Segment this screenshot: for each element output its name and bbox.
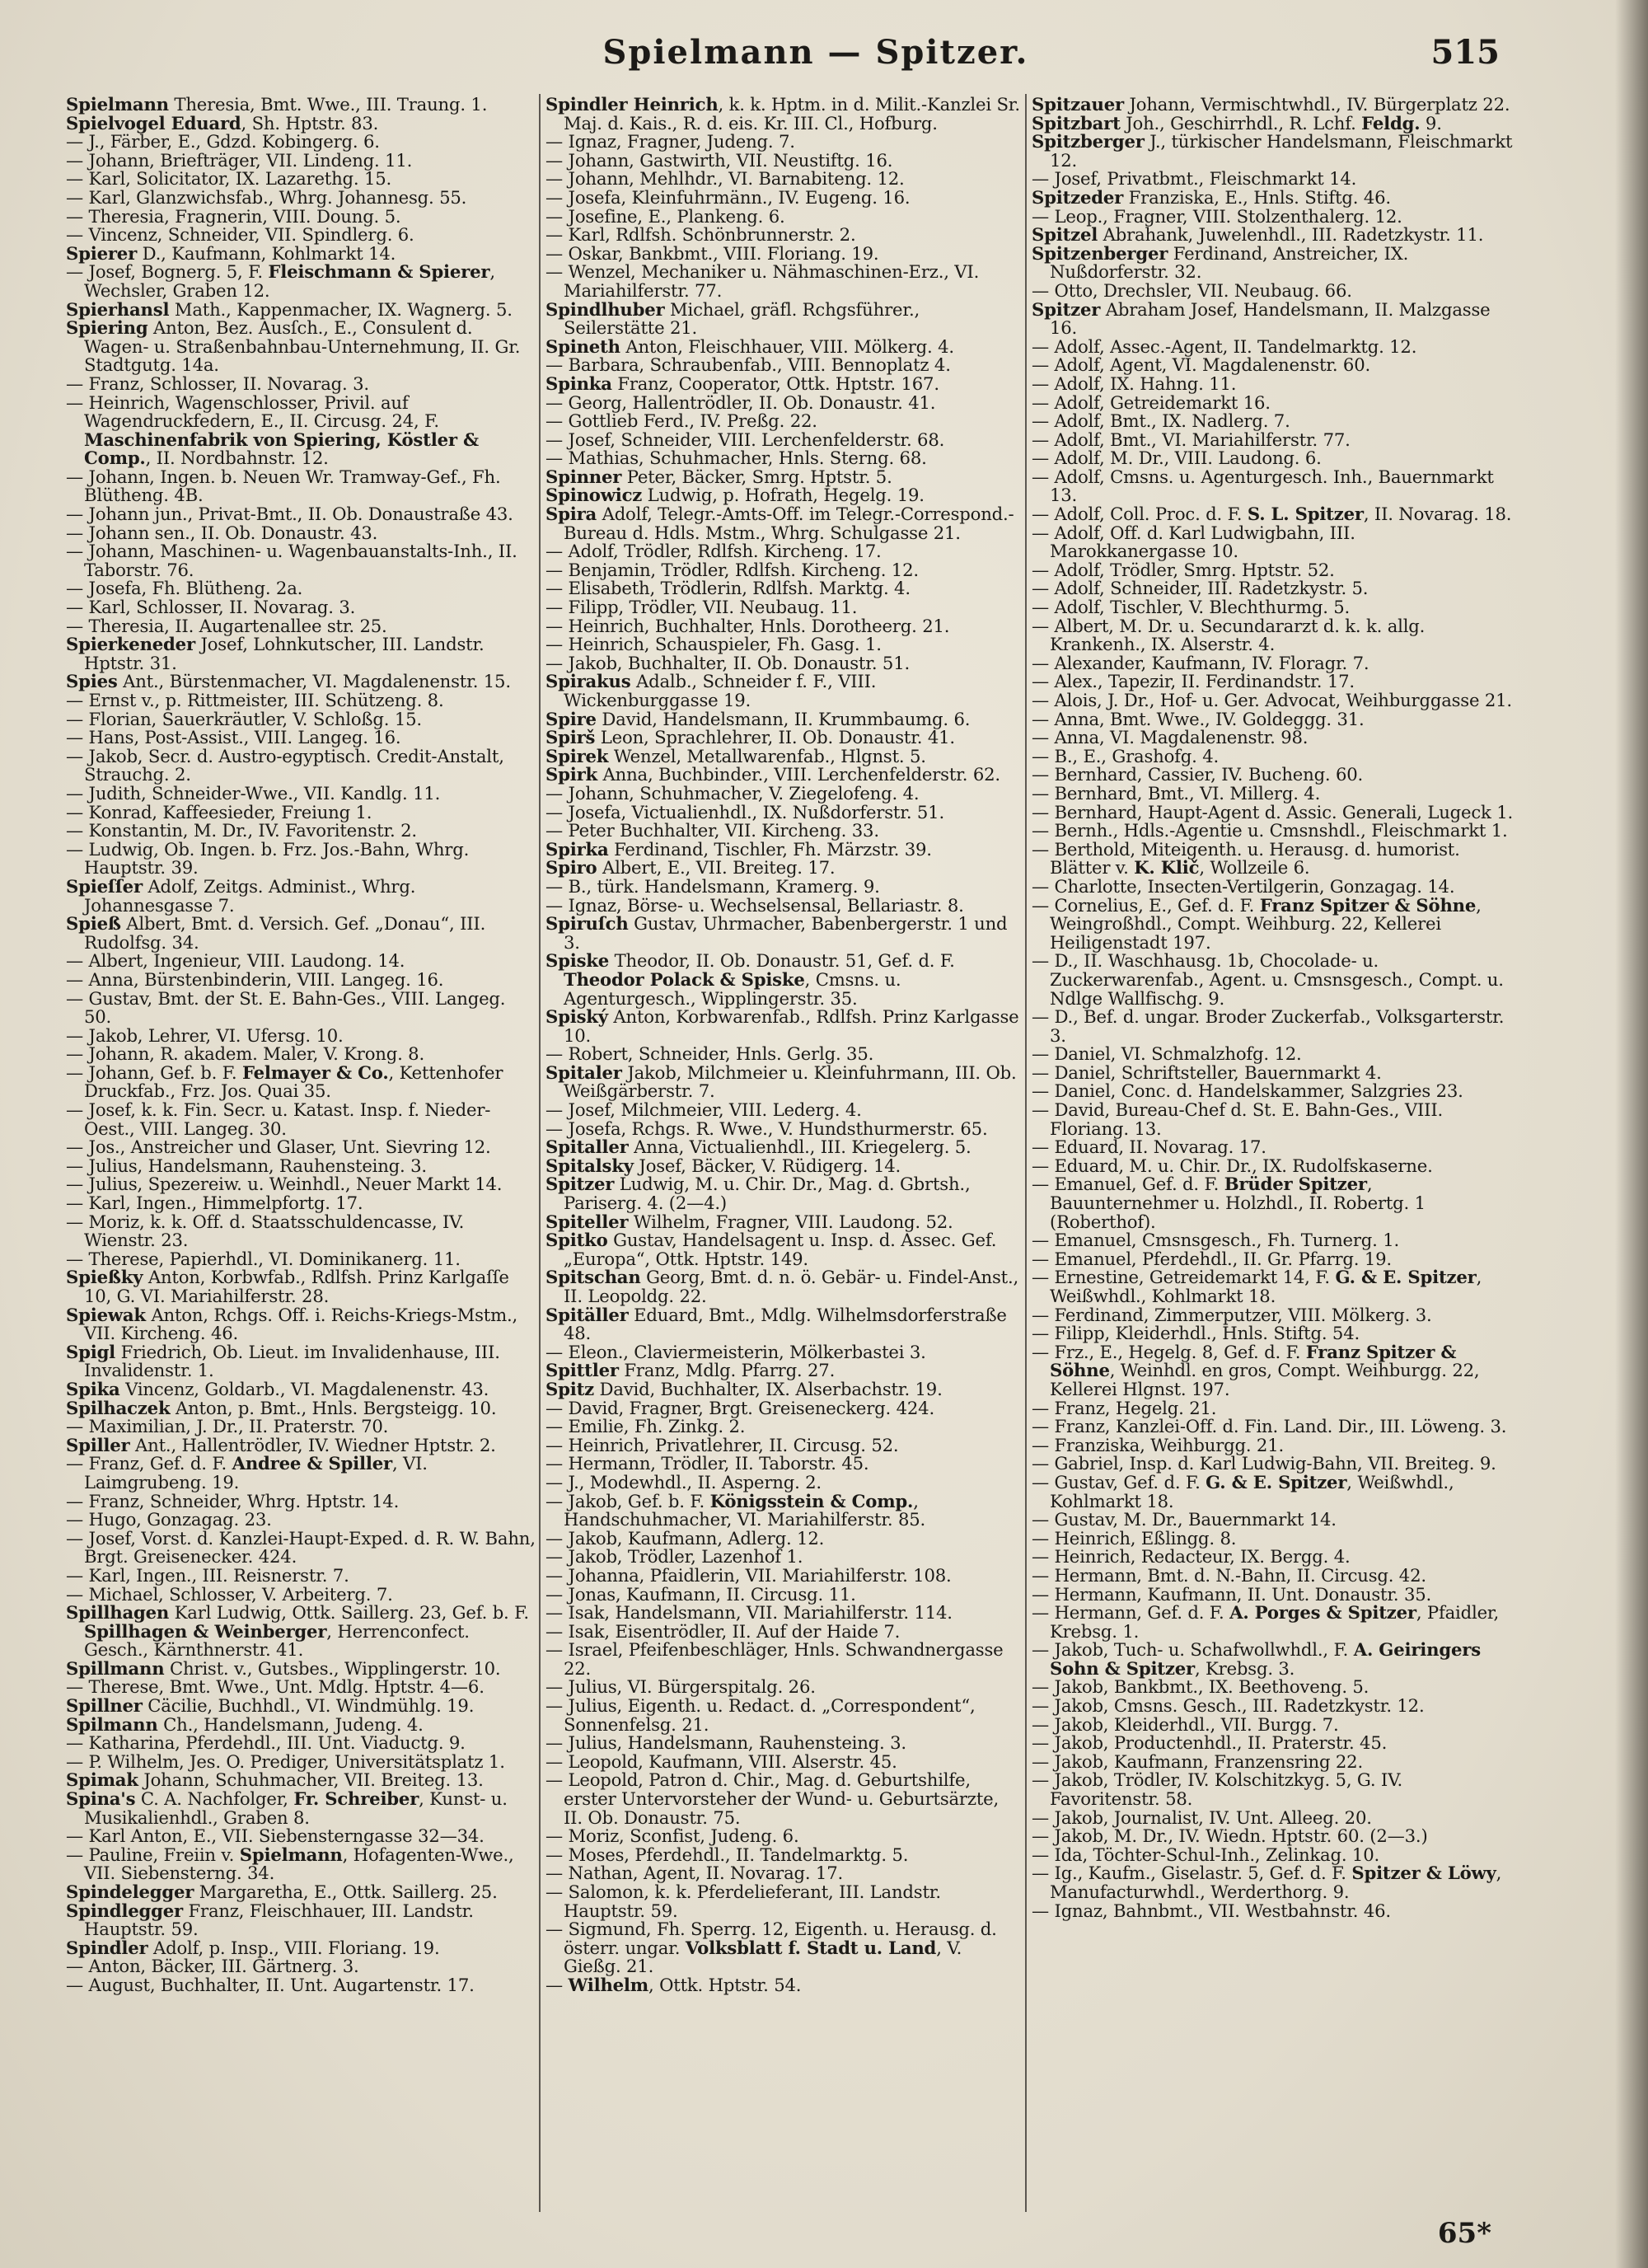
directory-entry: — David, Bureau-Chef d. St. E. Bahn-Ges., VIII. Floriang. 13. bbox=[1032, 1099, 1444, 1139]
directory-entry: — Franz, Hegelg. 21. bbox=[1032, 1397, 1217, 1418]
directory-entry: Spindler Heinrich, k. k. Hptm. in d. Milit.-Kanzlei Sr. Maj. d. Kais., R. d. eis. Kr. III. Cl., Hofburg. bbox=[545, 96, 1020, 134]
directory-entry: — D., II. Waschhausg. 1b, Chocolade- u. Zuckerwarenfab., Agent. u. Cmsnsgesch., Compt. u. Ndlge Wallfischg. 9. bbox=[1032, 950, 1504, 1009]
directory-entry: — Karl, Glanzwichsfab., Whrg. Johannesg. 55. bbox=[66, 186, 467, 208]
directory-entry: — Josefine, E., Plankeng. 6. bbox=[545, 205, 785, 227]
directory-entry: — Eduard, M. u. Chir. Dr., IX. Rudolfskaserne. bbox=[1032, 1155, 1433, 1176]
directory-entry: — Julius, VI. Bürgerspitalg. 26. bbox=[545, 1676, 816, 1698]
directory-entry: Spindler Adolf, p. Insp., VIII. Floriang. 19. bbox=[66, 1937, 440, 1958]
directory-entry: — Ernestine, Getreidemarkt 14, F. G. & E. Spitzer, Weißwhdl., Kohlmarkt 18. bbox=[1032, 1267, 1482, 1306]
signature-mark: 65* bbox=[1437, 2217, 1491, 2250]
directory-entry: — Bernhard, Haupt-Agent d. Assic. Generali, Lugeck 1. bbox=[1032, 801, 1514, 822]
directory-entry: — Johann, Briefträger, VII. Lindeng. 11. bbox=[66, 149, 413, 171]
directory-entry: — Berthold, Miteigenth. u. Herausg. d. humorist. Blätter v. K. Klič, Wollzeile 6. bbox=[1032, 838, 1460, 879]
directory-entry: — Jakob, Buchhalter, II. Ob. Donaustr. 51. bbox=[545, 652, 911, 673]
directory-entry: Spitzer Abraham Josef, Handelsmann, II. Malzgasse 16. bbox=[1032, 298, 1491, 339]
directory-entry: Spinka Franz, Cooperator, Ottk. Hptstr. 167. bbox=[545, 373, 939, 394]
directory-entry: — Katharina, Pferdehdl., III. Unt. Viaductg. 9. bbox=[66, 1732, 466, 1754]
directory-entry: — Franziska, Weihburgg. 21. bbox=[1032, 1434, 1285, 1455]
directory-entry: — Karl, Rdlfsh. Schönbrunnerstr. 2. bbox=[545, 224, 856, 246]
directory-entry: — Michael, Schlosser, V. Arbeiterg. 7. bbox=[66, 1583, 393, 1605]
directory-entry: — Adolf, IX. Hahng. 11. bbox=[1032, 373, 1237, 394]
directory-entry: — Josefa, Victualienhdl., IX. Nußdorferstr. 51. bbox=[545, 801, 944, 822]
directory-entry: — Jakob, Secr. d. Austro-egyptisch. Credit-Anstalt, Strauchg. 2. bbox=[66, 745, 504, 785]
directory-entry: Spitz David, Buchhalter, IX. Alserbachstr. 19. bbox=[545, 1378, 943, 1399]
directory-entry: Spillhagen Karl Ludwig, Ottk. Saillerg. 23, Gef. b. F. Spillhagen & Weinberger, Herrenconfect. Gesch., Kärnthnerstr. 41. bbox=[66, 1602, 529, 1661]
directory-entry: — Daniel, Conc. d. Handelskammer, Salzgries 23. bbox=[1032, 1080, 1463, 1102]
directory-entry: — Adolf, Off. d. Karl Ludwigbahn, III. Marokkanergasse 10. bbox=[1032, 522, 1355, 562]
directory-entry: — Adolf, Agent, VI. Magdalenenstr. 60. bbox=[1032, 354, 1371, 376]
directory-entry: Spina's C. A. Nachfolger, Fr. Schreiber, Kunst- u. Musikalienhdl., Graben 8. bbox=[66, 1788, 508, 1828]
directory-entry: — B., türk. Handelsmann, Kramerg. 9. bbox=[545, 875, 880, 897]
directory-entry: Spitzer Ludwig, M. u. Chir. Dr., Mag. d. Gbrtsh., Pariserg. 4. (2—4.) bbox=[545, 1174, 971, 1214]
directory-entry: — Jakob, Trödler, IV. Kolschitzkyg. 5, G. IV. Favoritenstr. 58. bbox=[1032, 1769, 1403, 1810]
directory-column-1 bbox=[66, 96, 536, 2205]
directory-entry: — Therese, Bmt. Wwe., Unt. Mdlg. Hptstr. 4—6. bbox=[66, 1676, 485, 1698]
directory-entry: — Peter Buchhalter, VII. Kircheng. 33. bbox=[545, 820, 879, 841]
directory-entry: — Jonas, Kaufmann, II. Circusg. 11. bbox=[545, 1583, 856, 1605]
directory-entry: — Wilhelm, Ottk. Hptstr. 54. bbox=[545, 1974, 802, 1995]
directory-entry: Spira Adolf, Telegr.-Amts-Off. im Telegr.-Correspond.-Bureau d. Hdls. Mstm., Whrg. Schulgasse 21. bbox=[545, 504, 1014, 543]
directory-entry: — Julius, Handelsmann, Rauhensteing. 3. bbox=[66, 1155, 427, 1176]
directory-entry: — Barbara, Schraubenfab., VIII. Bennoplatz 4. bbox=[545, 354, 951, 376]
page-header bbox=[0, 33, 1648, 82]
directory-entry: — Bernh., Hdls.-Agentie u. Cmsnshdl., Fleischmarkt 1. bbox=[1032, 820, 1508, 841]
directory-entry: — Jakob, Journalist, IV. Unt. Alleeg. 20. bbox=[1032, 1806, 1372, 1828]
directory-entry: Spitalsky Josef, Bäcker, V. Rüdigerg. 14. bbox=[545, 1155, 901, 1176]
directory-entry: — Judith, Schneider-Wwe., VII. Kandlg. 11. bbox=[66, 782, 441, 804]
directory-entry: — Frz., E., Hegelg. 8, Gef. d. F. Franz Spitzer & Söhne, Weinhdl. en gros, Compt. Weihburgg. 22, Kellerei Hlgnst. 197. bbox=[1032, 1341, 1480, 1399]
directory-entry: Spierhansl Math., Kappenmacher, IX. Wagnerg. 5. bbox=[66, 298, 513, 320]
directory-entry: — Jakob, Lehrer, VI. Ufersg. 10. bbox=[66, 1024, 344, 1046]
directory-entry: Spineth Anton, Fleischhauer, VIII. Mölkerg. 4. bbox=[545, 335, 954, 357]
directory-entry: — Heinrich, Eßlingg. 8. bbox=[1032, 1527, 1237, 1549]
directory-entry: — Hermann, Gef. d. F. A. Porges & Spitzer, Pfaidler, Krebsg. 1. bbox=[1032, 1602, 1500, 1642]
directory-entry: Spinowicz Ludwig, p. Hofrath, Hegelg. 19. bbox=[545, 485, 925, 506]
directory-entry: — Jakob, Tuch- u. Schafwollwhdl., F. A. Geiringers Sohn & Spitzer, Krebsg. 3. bbox=[1032, 1639, 1481, 1679]
directory-entry: — Anton, Bäcker, III. Gärtnerg. 3. bbox=[66, 1956, 359, 1977]
directory-entry: Spirakus Adalb., Schneider f. F., VIII. Wickenburggasse 19. bbox=[545, 671, 877, 710]
directory-entry: — Jakob, Cmsns. Gesch., III. Radetzkystr. 12. bbox=[1032, 1695, 1425, 1717]
directory-entry: — Therese, Papierhdl., VI. Dominikanerg. 11. bbox=[66, 1248, 461, 1269]
directory-entry: Spitzel Abrahank, Juwelenhdl., III. Radetzkystr. 11. bbox=[1032, 224, 1484, 246]
directory-entry: — Elisabeth, Trödlerin, Rdlfsh. Marktg. 4. bbox=[545, 578, 911, 599]
directory-entry: — Anna, VI. Magdalenenstr. 98. bbox=[1032, 727, 1309, 748]
directory-entry: Spirš Leon, Sprachlehrer, II. Ob. Donaustr. 41. bbox=[545, 727, 955, 748]
directory-entry: — Theresia, Fragnerin, VIII. Doung. 5. bbox=[66, 205, 401, 227]
directory-entry: Spieß Albert, Bmt. d. Versich. Gef. „Donau“, III. Rudolfsg. 34. bbox=[66, 913, 486, 953]
directory-entry: — Emanuel, Gef. d. F. Brüder Spitzer, Bauunternehmer u. Holzhdl., II. Robertg. 1 (Roberthof). bbox=[1032, 1174, 1426, 1232]
directory-entry: Spirek Wenzel, Metallwarenfab., Hlgnst. 5. bbox=[545, 745, 926, 766]
directory-entry: — Jakob, Kaufmann, Adlerg. 12. bbox=[545, 1527, 825, 1549]
directory-entry: — Hermann, Trödler, II. Taborstr. 45. bbox=[545, 1453, 869, 1474]
directory-entry: — Georg, Hallentrödler, II. Ob. Donaustr. 41. bbox=[545, 391, 936, 413]
directory-entry: Spiewak Anton, Rchgs. Off. i. Reichs-Kriegs-Mstm., VII. Kircheng. 46. bbox=[66, 1304, 518, 1344]
directory-entry: Spika Vincenz, Goldarb., VI. Magdalenenstr. 43. bbox=[66, 1378, 489, 1399]
directory-entry: — Anna, Bmt. Wwe., IV. Goldeggg. 31. bbox=[1032, 708, 1365, 729]
directory-entry: — Heinrich, Privatlehrer, II. Circusg. 52. bbox=[545, 1434, 899, 1455]
directory-entry: Spilmann Ch., Handelsmann, Judeng. 4. bbox=[66, 1713, 424, 1735]
directory-entry: Spitzbart Joh., Geschirrhdl., R. Lchf. Feldg. 9. bbox=[1032, 112, 1442, 134]
directory-entry: — Emanuel, Cmsnsgesch., Fh. Turnerg. 1. bbox=[1032, 1230, 1400, 1251]
directory-entry: — Robert, Schneider, Hnls. Gerlg. 35. bbox=[545, 1043, 874, 1065]
directory-entry: — Cornelius, E., Gef. d. F. Franz Spitzer & Söhne, Weingroßhdl., Compt. Weihburg. 22, Kellerei Heiligenstadt 197. bbox=[1032, 894, 1482, 953]
directory-entry: Spiský Anton, Korbwarenfab., Rdlfsh. Prinz Karlgasse 10. bbox=[545, 1006, 1019, 1046]
directory-entry: — Konstantin, M. Dr., IV. Favoritenstr. 2. bbox=[66, 820, 417, 841]
directory-entry: — Jakob, Gef. b. F. Königsstein & Comp., Handschuhmacher, VI. Mariahilferstr. 85. bbox=[545, 1490, 926, 1530]
directory-entry: — Adolf, M. Dr., VIII. Laudong. 6. bbox=[1032, 448, 1322, 469]
directory-entry: Spittler Franz, Mdlg. Pfarrg. 27. bbox=[545, 1360, 836, 1381]
directory-entry: — Karl, Ingen., Himmelpfortg. 17. bbox=[66, 1193, 363, 1214]
directory-entry: — Theresia, II. Augartenallee str. 25. bbox=[66, 615, 387, 636]
directory-entry: Spießky Anton, Korbwfab., Rdlfsh. Prinz Karlgaſſe 10, G. VI. Mariahilferstr. 28. bbox=[66, 1267, 509, 1306]
directory-entry: Spigl Friedrich, Ob. Lieut. im Invalidenhause, III. Invalidenstr. 1. bbox=[66, 1341, 500, 1381]
directory-entry: — Leop., Fragner, VIII. Stolzenthalerg. 12. bbox=[1032, 205, 1402, 227]
directory-entry: — Eleon., Claviermeisterin, Mölkerbastei 3. bbox=[545, 1341, 926, 1362]
directory-entry: — Johann, Gastwirth, VII. Neustiftg. 16. bbox=[545, 149, 893, 171]
directory-entry: Spillner Cäcilie, Buchhdl., VI. Windmühlg. 19. bbox=[66, 1695, 475, 1717]
directory-entry: — Ignaz, Fragner, Judeng. 7. bbox=[545, 131, 795, 152]
directory-entry: Spitschan Georg, Bmt. d. n. ö. Gebär- u. Findel-Anst., II. Leopoldg. 22. bbox=[545, 1267, 1019, 1306]
directory-entry: Spies Ant., Bürstenmacher, VI. Magdalenenstr. 15. bbox=[66, 671, 511, 692]
directory-entry: — Isak, Eisentrödler, II. Auf der Haide 7. bbox=[545, 1620, 901, 1642]
directory-entry: Spiller Ant., Hallentrödler, IV. Wiedner Hptstr. 2. bbox=[66, 1434, 496, 1455]
directory-entry: — Jakob, Kaufmann, Franzensring 22. bbox=[1032, 1750, 1363, 1772]
directory-entry: — D., Bef. d. ungar. Broder Zuckerfab., Volksgarterstr. 3. bbox=[1032, 1006, 1505, 1046]
directory-entry: — Adolf, Bmt., VI. Mariahilferstr. 77. bbox=[1032, 429, 1351, 450]
directory-entry: Spindlegger Franz, Fleischhauer, III. Landstr. Hauptstr. 59. bbox=[66, 1900, 474, 1940]
directory-entry: — Sigmund, Fh. Sperrg. 12, Eigenth. u. Herausg. d. österr. ungar. Volksblatt f. Stadt u. Land, V. Gießg. 21. bbox=[545, 1919, 997, 1977]
directory-entry: — Albert, Ingenieur, VIII. Laudong. 14. bbox=[66, 950, 405, 972]
directory-entry: — Adolf, Trödler, Rdlfsh. Kircheng. 17. bbox=[545, 541, 882, 562]
directory-entry: — Israel, Pfeifenbeschläger, Hnls. Schwandnergasse 22. bbox=[545, 1639, 1004, 1679]
directory-entry: — Heinrich, Buchhalter, Hnls. Dorotheerg. 21. bbox=[545, 615, 950, 636]
directory-entry: — Oskar, Bankbmt., VIII. Floriang. 19. bbox=[545, 242, 879, 264]
directory-entry: Spitzberger J., türkischer Handelsmann, Fleischmarkt 12. bbox=[1032, 131, 1513, 171]
directory-entry: — Konrad, Kaffeesieder, Freiung 1. bbox=[66, 801, 372, 822]
directory-entry: — Bernhard, Bmt., VI. Millerg. 4. bbox=[1032, 782, 1321, 804]
directory-entry: — Gabriel, Insp. d. Karl Ludwig-Bahn, VII. Breiteg. 9. bbox=[1032, 1453, 1496, 1474]
directory-entry: — David, Fragner, Brgt. Greiseneckerg. 424. bbox=[545, 1397, 934, 1418]
directory-column-3 bbox=[1032, 96, 1516, 2205]
page-title: Spielmann — Spitzer. bbox=[602, 33, 1029, 72]
directory-entry: — Emanuel, Pferdehdl., II. Gr. Pfarrg. 19. bbox=[1032, 1248, 1392, 1269]
directory-entry: — Johann, R. akadem. Maler, V. Krong. 8. bbox=[66, 1043, 424, 1065]
directory-entry: Spindelegger Margaretha, E., Ottk. Saillerg. 25. bbox=[66, 1881, 498, 1902]
directory-entry: — Franz, Kanzlei-Off. d. Fin. Land. Dir., III. Löweng. 3. bbox=[1032, 1416, 1507, 1437]
column-divider bbox=[1025, 94, 1027, 2212]
directory-entry: Spierkeneder Josef, Lohnkutscher, III. Landstr. Hptstr. 31. bbox=[66, 634, 485, 673]
directory-entry: Spiteller Wilhelm, Fragner, VIII. Laudong. 52. bbox=[545, 1211, 953, 1232]
directory-entry: Spire David, Handelsmann, II. Krummbaumg. 6. bbox=[545, 708, 971, 729]
directory-entry: — Hugo, Gonzagag. 23. bbox=[66, 1509, 272, 1530]
directory-entry: — Josef, k. k. Fin. Secr. u. Katast. Insp. f. Nieder-Oest., VIII. Langeg. 30. bbox=[66, 1099, 491, 1139]
directory-entry: — Bernhard, Cassier, IV. Bucheng. 60. bbox=[1032, 764, 1364, 785]
directory-entry: — Karl, Schlosser, II. Novarag. 3. bbox=[66, 597, 356, 618]
directory-entry: Spieſſer Adolf, Zeitgs. Administ., Whrg. Johannesgasse 7. bbox=[66, 875, 416, 916]
directory-entry: — Gustav, Gef. d. F. G. & E. Spitzer, Weißwhdl., Kohlmarkt 18. bbox=[1032, 1471, 1454, 1511]
directory-entry: — Josef, Privatbmt., Fleischmarkt 14. bbox=[1032, 168, 1357, 190]
directory-entry: — J., Modewhdl., II. Asperng. 2. bbox=[545, 1471, 822, 1492]
directory-entry: — Wenzel, Mechaniker u. Nähmaschinen-Erz., VI. Mariahilferstr. 77. bbox=[545, 261, 980, 301]
directory-entry: — Johann, Maschinen- u. Wagenbauanstalts-Inh., II. Taborstr. 76. bbox=[66, 541, 517, 580]
directory-entry: Spiro Albert, E., VII. Breiteg. 17. bbox=[545, 857, 836, 879]
directory-entry: — Johann sen., II. Ob. Donaustr. 43. bbox=[66, 522, 378, 543]
directory-entry: — Filipp, Kleiderhdl., Hnls. Stiftg. 54. bbox=[1032, 1323, 1360, 1344]
directory-entry: — Leopold, Kaufmann, VIII. Alserstr. 45. bbox=[545, 1750, 897, 1772]
directory-entry: Spitzeder Franziska, E., Hnls. Stiftg. 46. bbox=[1032, 186, 1391, 208]
directory-entry: — Ferdinand, Zimmerputzer, VIII. Mölkerg. 3. bbox=[1032, 1304, 1432, 1325]
directory-entry: — Adolf, Cmsns. u. Agenturgesch. Inh., Bauernmarkt 13. bbox=[1032, 466, 1494, 506]
directory-entry: — Franz, Gef. d. F. Andree & Spiller, VI. Laimgrubeng. 19. bbox=[66, 1453, 428, 1492]
directory-entry: — Benjamin, Trödler, Rdlfsh. Kircheng. 12. bbox=[545, 559, 919, 580]
directory-entry: Spiruſch Gustav, Uhrmacher, Babenbergerstr. 1 und 3. bbox=[545, 913, 1008, 953]
directory-entry: — Gottlieb Ferd., IV. Preßg. 22. bbox=[545, 410, 817, 432]
directory-entry: — Josefa, Fh. Blütheng. 2a. bbox=[66, 578, 303, 599]
directory-entry: — Heinrich, Schauspieler, Fh. Gasg. 1. bbox=[545, 634, 882, 655]
directory-entry: Spirka Ferdinand, Tischler, Fh. Märzstr. 39. bbox=[545, 838, 932, 860]
directory-entry: Spielvogel Eduard, Sh. Hptstr. 83. bbox=[66, 112, 379, 134]
directory-entry: — Jakob, Bankbmt., IX. Beethoveng. 5. bbox=[1032, 1676, 1369, 1698]
directory-entry: — Johann, Ingen. b. Neuen Wr. Tramway-Gef., Fh. Blütheng. 4B. bbox=[66, 466, 501, 506]
directory-entry: — Karl, Ingen., III. Reisnerstr. 7. bbox=[66, 1564, 349, 1586]
directory-entry: — Ida, Töchter-Schul-Inh., Zelinkag. 10. bbox=[1032, 1844, 1380, 1865]
directory-entry: — Alois, J. Dr., Hof- u. Ger. Advocat, Weihburggasse 21. bbox=[1032, 690, 1512, 710]
directory-entry: — Franz, Schneider, Whrg. Hptstr. 14. bbox=[66, 1490, 400, 1511]
directory-entry: — Charlotte, Insecten-Vertilgerin, Gonzagag. 14. bbox=[1032, 875, 1455, 897]
directory-entry: — Moses, Pferdehdl., II. Tandelmarktg. 5. bbox=[545, 1844, 909, 1865]
directory-entry: — Adolf, Coll. Proc. d. F. S. L. Spitzer, II. Novarag. 18. bbox=[1032, 504, 1512, 525]
directory-entry: — Filipp, Trödler, VII. Neubaug. 11. bbox=[545, 597, 858, 618]
directory-entry: Spindlhuber Michael, gräfl. Rchgsführer., Seilerstätte 21. bbox=[545, 298, 920, 339]
directory-entry: — Julius, Spezereiw. u. Weinhdl., Neuer Markt 14. bbox=[66, 1174, 503, 1195]
directory-entry: — Jakob, M. Dr., IV. Wiedn. Hptstr. 60. (2—3.) bbox=[1032, 1825, 1428, 1847]
directory-entry: — Julius, Handelsmann, Rauhensteing. 3. bbox=[545, 1732, 906, 1754]
directory-entry: — Adolf, Bmt., IX. Nadlerg. 7. bbox=[1032, 410, 1290, 432]
directory-entry: — Josefa, Kleinfuhrmänn., IV. Eugeng. 16. bbox=[545, 186, 911, 208]
directory-entry: Spitko Gustav, Handelsagent u. Insp. d. Assec. Gef. „Europa“, Ottk. Hptstr. 149. bbox=[545, 1230, 997, 1269]
directory-entry: — Hans, Post-Assist., VIII. Langeg. 16. bbox=[66, 727, 401, 748]
directory-entry: — Josef, Milchmeier, VIII. Lederg. 4. bbox=[545, 1099, 862, 1121]
directory-entry: — Johann, Gef. b. F. Felmayer & Co., Kettenhofer Druckfab., Frz. Jos. Quai 35. bbox=[66, 1061, 503, 1102]
directory-entry: Spielmann Theresia, Bmt. Wwe., III. Traung. 1. bbox=[66, 96, 488, 115]
directory-entry: — Jakob, Trödler, Lazenhof 1. bbox=[545, 1546, 803, 1567]
directory-entry: — Emilie, Fh. Zinkg. 2. bbox=[545, 1416, 746, 1437]
directory-entry: — Adolf, Getreidemarkt 16. bbox=[1032, 391, 1271, 413]
directory-entry: Spinner Peter, Bäcker, Smrg. Hptstr. 5. bbox=[545, 466, 892, 487]
directory-entry: — Julius, Eigenth. u. Redact. d. „Correspondent“, Sonnenfelsg. 21. bbox=[545, 1695, 976, 1735]
directory-entry: — Alexander, Kaufmann, IV. Floragr. 7. bbox=[1032, 652, 1369, 673]
directory-entry: — Adolf, Assec.-Agent, II. Tandelmarktg. 12. bbox=[1032, 335, 1417, 357]
directory-entry: — Karl Anton, E., VII. Siebensterngasse 32—34. bbox=[66, 1825, 485, 1847]
directory-entry: — Johann, Mehlhdr., VI. Barnabiteng. 12. bbox=[545, 168, 905, 190]
directory-entry: — Nathan, Agent, II. Novarag. 17. bbox=[545, 1863, 844, 1884]
directory-entry: — Adolf, Schneider, III. Radetzkystr. 5. bbox=[1032, 578, 1369, 599]
directory-entry: — J., Färber, E., Gdzd. Kobingerg. 6. bbox=[66, 131, 380, 152]
directory-entry: — Ignaz, Bahnbmt., VII. Westbahnstr. 46. bbox=[1032, 1900, 1391, 1921]
directory-entry: — Josef, Schneider, VIII. Lerchenfelderstr. 68. bbox=[545, 429, 945, 450]
directory-entry: — Josef, Bognerg. 5, F. Fleischmann & Spierer, Wechsler, Graben 12. bbox=[66, 261, 495, 301]
page-edge-shadow bbox=[1615, 0, 1648, 2268]
directory-entry: — Hermann, Bmt. d. N.-Bahn, II. Circusg. 42. bbox=[1032, 1564, 1426, 1586]
page-number: 515 bbox=[1430, 33, 1500, 72]
directory-entry: — Daniel, Schriftsteller, Bauernmarkt 4. bbox=[1032, 1061, 1382, 1083]
directory-entry: Spirk Anna, Buchbinder., VIII. Lerchenfelderstr. 62. bbox=[545, 764, 1000, 785]
directory-entry: — Otto, Drechsler, VII. Neubaug. 66. bbox=[1032, 279, 1352, 301]
directory-entry: Spillmann Christ. v., Gutsbes., Wipplingerstr. 10. bbox=[66, 1657, 501, 1679]
column-divider bbox=[539, 94, 541, 2212]
directory-entry: — Daniel, VI. Schmalzhofg. 12. bbox=[1032, 1043, 1302, 1065]
directory-entry: Spitäller Eduard, Bmt., Mdlg. Wilhelmsdorferstraße 48. bbox=[545, 1304, 1007, 1344]
directory-entry: — Anna, Bürstenbinderin, VIII. Langeg. 16. bbox=[66, 968, 444, 990]
directory-entry: — Jakob, Kleiderhdl., VII. Burgg. 7. bbox=[1032, 1713, 1339, 1735]
directory-entry: Spitaller Anna, Victualienhdl., III. Kriegelerg. 5. bbox=[545, 1136, 971, 1158]
directory-entry: Spiske Theodor, II. Ob. Donaustr. 51, Gef. d. F. Theodor Polack & Spiske, Cmsns. u. Agenturgesch., Wipplingerstr. 35. bbox=[545, 950, 955, 1009]
directory-entry: — Pauline, Freiin v. Spielmann, Hofagenten-Wwe., VII. Siebensterng. 34. bbox=[66, 1844, 514, 1884]
directory-entry: — Leopold, Patron d. Chir., Mag. d. Geburtshilfe, erster Untervorsteher der Wund- u. Geburtsärzte, II. Ob. Donaustr. 75. bbox=[545, 1769, 1000, 1828]
directory-entry: — Gustav, M. Dr., Bauernmarkt 14. bbox=[1032, 1509, 1337, 1530]
directory-entry: Spitzenberger Ferdinand, Anstreicher, IX. Nußdorferstr. 32. bbox=[1032, 242, 1409, 283]
directory-entry: — Jakob, Productenhdl., II. Praterstr. 45. bbox=[1032, 1732, 1388, 1754]
directory-entry: — Maximilian, J. Dr., II. Praterstr. 70. bbox=[66, 1416, 389, 1437]
directory-entry: — Isak, Handelsmann, VII. Mariahilferstr. 114. bbox=[545, 1602, 953, 1624]
directory-entry: — Adolf, Tischler, V. Blechthurmg. 5. bbox=[1032, 597, 1351, 618]
directory-entry: Spitzauer Johann, Vermischtwhdl., IV. Bürgerplatz 22. bbox=[1032, 96, 1510, 115]
directory-entry: Spitaler Jakob, Milchmeier u. Kleinfuhrmann, III. Ob. Weißgärberstr. 7. bbox=[545, 1061, 1017, 1102]
directory-entry: — Franz, Schlosser, II. Novarag. 3. bbox=[66, 373, 369, 394]
directory-entry: Spierer D., Kaufmann, Kohlmarkt 14. bbox=[66, 242, 396, 264]
directory-entry: — B., E., Grashofg. 4. bbox=[1032, 745, 1220, 766]
directory-entry: — Heinrich, Wagenschlosser, Privil. auf Wagendruckfedern, E., II. Circusg. 24, F. Maschinenfabrik von Spiering, Köstler & Comp., II. Nordbahnstr. 12. bbox=[66, 391, 479, 469]
directory-entry: — Josef, Vorst. d. Kanzlei-Haupt-Exped. d. R. W. Bahn, Brgt. Greisenecker. 424. bbox=[66, 1527, 536, 1567]
directory-entry: — P. Wilhelm, Jes. O. Prediger, Universitätsplatz 1. bbox=[66, 1750, 505, 1772]
directory-entry: — Ig., Kaufm., Giselastr. 5, Gef. d. F. Spitzer & Löwy, Manufacturwhdl., Werderthorg. 9. bbox=[1032, 1863, 1502, 1902]
directory-entry: — August, Buchhalter, II. Unt. Augartenstr. 17. bbox=[66, 1974, 475, 1995]
directory-entry: — Gustav, Bmt. der St. E. Bahn-Ges., VIII. Langeg. 50. bbox=[66, 987, 506, 1028]
directory-entry: — Ludwig, Ob. Ingen. b. Frz. Jos.-Bahn, Whrg. Hauptstr. 39. bbox=[66, 838, 470, 879]
directory-entry: — Salomon, k. k. Pferdelieferant, III. Landstr. Hauptstr. 59. bbox=[545, 1881, 941, 1921]
directory-entry: — Florian, Sauerkräutler, V. Schloßg. 15. bbox=[66, 708, 422, 729]
directory-entry: — Moriz, k. k. Off. d. Staatsschuldencasse, IV. Wienstr. 23. bbox=[66, 1211, 465, 1251]
directory-entry: — Hermann, Kaufmann, II. Unt. Donaustr. 35. bbox=[1032, 1583, 1432, 1605]
directory-entry: — Ernst v., p. Rittmeister, III. Schützeng. 8. bbox=[66, 690, 444, 710]
directory-entry: — Moriz, Sconfist, Judeng. 6. bbox=[545, 1825, 799, 1847]
directory-entry: — Jos., Anstreicher und Glaser, Unt. Sievring 12. bbox=[66, 1136, 491, 1158]
directory-entry: — Karl, Solicitator, IX. Lazarethg. 15. bbox=[66, 168, 392, 190]
directory-entry: — Alex., Tapezir, II. Ferdinandstr. 17. bbox=[1032, 671, 1355, 692]
directory-entry: Spimak Johann, Schuhmacher, VII. Breiteg. 13. bbox=[66, 1769, 484, 1791]
directory-entry: — Mathias, Schuhmacher, Hnls. Sterng. 68. bbox=[545, 448, 927, 469]
directory-entry: — Heinrich, Redacteur, IX. Bergg. 4. bbox=[1032, 1546, 1351, 1567]
directory-entry: Spiering Anton, Bez. Ausſch., E., Consulent d. Wagen- u. Straßenbahnbau-Unternehmung, II. Gr. Stadtgutg. 14a. bbox=[66, 317, 521, 376]
directory-column-2 bbox=[545, 96, 1022, 2205]
directory-entry: — Vincenz, Schneider, VII. Spindlerg. 6. bbox=[66, 224, 414, 246]
directory-entry: — Johann jun., Privat-Bmt., II. Ob. Donaustraße 43. bbox=[66, 504, 513, 525]
directory-entry: — Johann, Schuhmacher, V. Ziegelofeng. 4. bbox=[545, 782, 920, 804]
directory-entry: — Josefa, Rchgs. R. Wwe., V. Hundsthurmerstr. 65. bbox=[545, 1118, 988, 1139]
directory-entry: — Eduard, II. Novarag. 17. bbox=[1032, 1136, 1266, 1158]
directory-entry: — Albert, M. Dr. u. Secundararzt d. k. k. allg. Krankenh., IX. Alserstr. 4. bbox=[1032, 615, 1426, 655]
directory-entry: — Ignaz, Börse- u. Wechselsensal, Bellariastr. 8. bbox=[545, 894, 964, 916]
directory-entry: Spilhaczek Anton, p. Bmt., Hnls. Bergsteigg. 10. bbox=[66, 1397, 497, 1418]
directory-entry: — Johanna, Pfaidlerin, VII. Mariahilferstr. 108. bbox=[545, 1564, 952, 1586]
directory-entry: — Adolf, Trödler, Smrg. Hptstr. 52. bbox=[1032, 559, 1335, 580]
